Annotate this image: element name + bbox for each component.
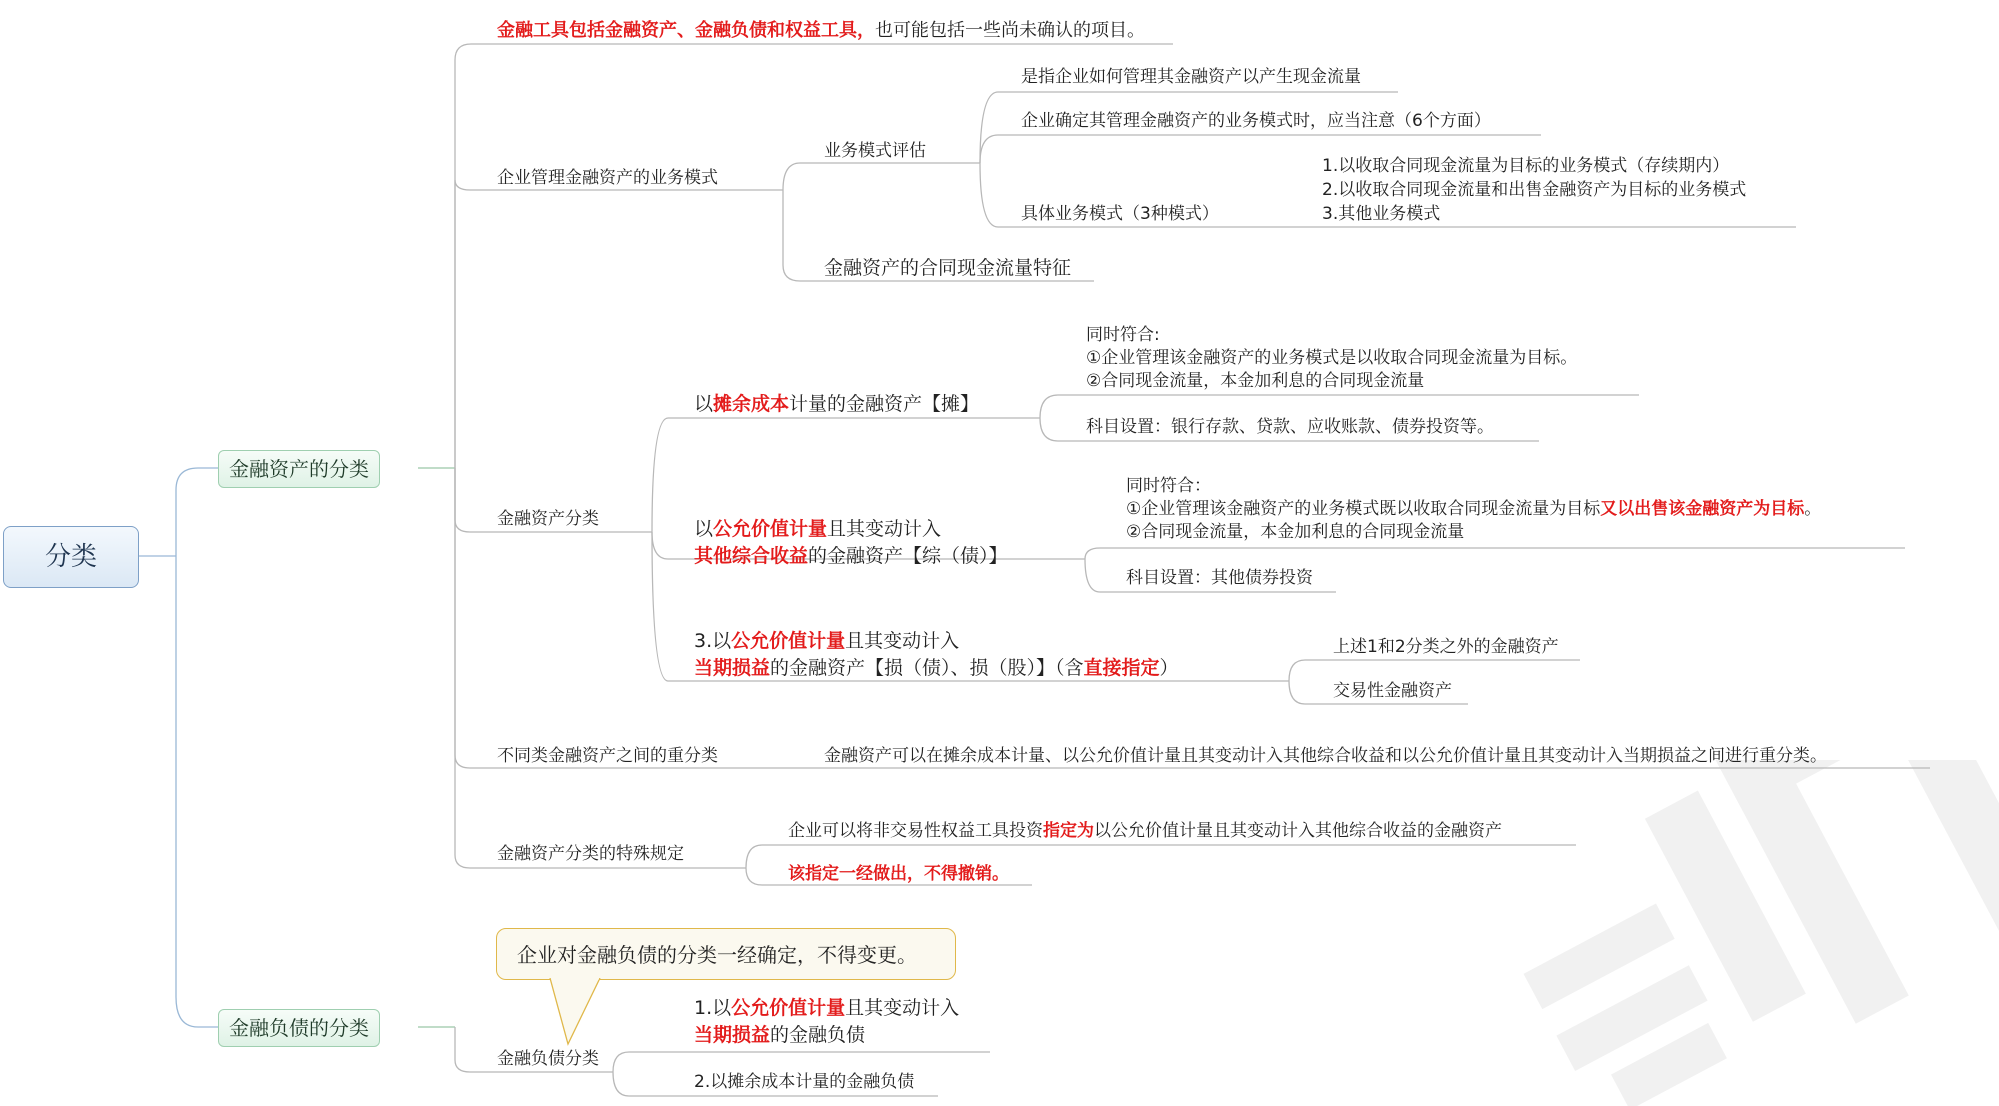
condition-2: ②合同现金流量，本金加利息的合同现金流量 xyxy=(1086,371,1425,391)
node-business-model: 企业管理金融资产的业务模式 xyxy=(497,168,718,188)
node-reclassification: 不同类金融资产之间的重分类 xyxy=(497,746,718,766)
text: 的金融资产【损（债）、损（股）】（含 xyxy=(770,657,1084,679)
node-amortized-cost xyxy=(694,392,979,416)
text: 3.以 xyxy=(694,630,732,652)
node-fvoci-asset xyxy=(694,516,1008,570)
node-amortized-liability: 2.以摊余成本计量的金融负债 xyxy=(694,1072,915,1092)
node-fvoci-subjects: 科目设置：其他债券投资 xyxy=(1126,568,1313,588)
text: 企业可以将非交易性权益工具投资 xyxy=(788,821,1043,841)
node-mode-1: 1.以收取合同现金流量为目标的业务模式（存续期内） xyxy=(1322,156,1730,176)
highlight-text: 直接指定 xyxy=(1083,657,1160,679)
node-business-model-evaluation: 业务模式评估 xyxy=(824,141,926,161)
node-mode-3: 3.其他业务模式 xyxy=(1322,204,1441,224)
root-node xyxy=(3,526,139,588)
line-1 xyxy=(694,995,959,1022)
node-fvtpl-asset xyxy=(694,628,1179,682)
highlight-text: 公允价值计量 xyxy=(731,997,846,1019)
condition-1: ①企业管理该金融资产的业务模式是以收取合同现金流量为目标。 xyxy=(1086,348,1578,368)
node-evaluation-considerations: 企业确定其管理金融资产的业务模式时，应当注意（6个方面） xyxy=(1021,111,1491,131)
highlight-text: 金融工具包括金融资产、金融负债和权益工具， xyxy=(497,20,875,41)
condition-title: 同时符合： xyxy=(1126,476,1211,496)
root-label: 分类 xyxy=(44,542,97,572)
text: 且其变动计入 xyxy=(845,997,960,1019)
plain-text: 也可能包括一些尚未确认的项目。 xyxy=(875,20,1145,41)
node-special-designation xyxy=(788,820,1502,843)
line-2 xyxy=(694,1022,959,1049)
node-financial-liabilities-classification xyxy=(218,1009,380,1047)
text: ①企业管理该金融资产的业务模式既以收取合同现金流量为目标 xyxy=(1126,499,1601,519)
node-special-rules: 金融资产分类的特殊规定 xyxy=(497,844,684,864)
node-liability-classification: 金融负债分类 xyxy=(497,1049,599,1069)
highlight-text: 指定为 xyxy=(1043,821,1094,841)
node-contractual-cashflow: 金融资产的合同现金流量特征 xyxy=(824,257,1072,279)
callout-text: 企业对金融负债的分类一经确定，不得变更。 xyxy=(517,943,917,967)
condition-1 xyxy=(1126,498,1821,521)
text: 的金融负债 xyxy=(770,1024,866,1046)
highlight-text: 又以出售该金融资产为目标 xyxy=(1600,499,1805,519)
node-evaluation-definition: 是指企业如何管理其金融资产以产生现金流量 xyxy=(1021,67,1361,87)
node-label: 金融资产的分类 xyxy=(229,457,369,481)
text: 且其变动计入 xyxy=(845,630,960,652)
node-financial-assets-classification xyxy=(218,450,380,488)
line-2 xyxy=(694,543,1008,570)
node-fvtpl-trading: 交易性金融资产 xyxy=(1333,681,1452,701)
node-asset-classification: 金融资产分类 xyxy=(497,509,599,529)
line-2 xyxy=(694,655,1179,682)
highlight-text: 当期损益 xyxy=(694,1024,771,1046)
text: 的金融资产【综（债）】 xyxy=(808,545,1008,567)
text: 1.以 xyxy=(694,997,732,1019)
condition-2: ②合同现金流量，本金加利息的合同现金流量 xyxy=(1126,522,1465,542)
node-special-irrevocable: 该指定一经做出，不得撤销。 xyxy=(788,864,1009,884)
callout-pointer xyxy=(540,978,620,1048)
node-fvtpl-liability xyxy=(694,995,959,1049)
highlight-text: 公允价值计量 xyxy=(731,630,846,652)
text: 以公允价值计量且其变动计入其他综合收益的金融资产 xyxy=(1094,821,1502,841)
line-1 xyxy=(694,516,1008,543)
node-reclassification-detail: 金融资产可以在摊余成本计量、以公允价值计量且其变动计入其他综合收益和以公允价值计量且其变动计入当期损益之间进行重分类。 xyxy=(824,746,1827,766)
line-1 xyxy=(694,628,1179,655)
node-specific-business-modes: 具体业务模式（3种模式） xyxy=(1021,204,1219,224)
node-amortized-subjects: 科目设置：银行存款、贷款、应收账款、债券投资等。 xyxy=(1086,417,1494,437)
node-amortized-conditions xyxy=(1086,324,1577,393)
node-instrument-definition xyxy=(497,19,1145,43)
text: 以 xyxy=(694,393,714,415)
node-mode-2: 2.以收取合同现金流量和出售金融资产为目标的业务模式 xyxy=(1322,180,1747,200)
highlight-text: 当期损益 xyxy=(694,657,771,679)
node-fvtpl-other: 上述1和2分类之外的金融资产 xyxy=(1333,637,1559,657)
highlight-text: 其他综合收益 xyxy=(694,545,809,567)
text: 计量的金融资产【摊】 xyxy=(789,393,980,415)
node-fvoci-conditions xyxy=(1126,475,1821,544)
callout-liability-note xyxy=(496,928,956,980)
text: 以 xyxy=(694,518,714,540)
condition-title: 同时符合: xyxy=(1086,325,1160,345)
highlight-text: 公允价值计量 xyxy=(713,518,828,540)
highlight-text: 摊余成本 xyxy=(713,393,790,415)
text: 。 xyxy=(1804,499,1822,519)
text: ） xyxy=(1159,657,1179,679)
node-label: 金融负债的分类 xyxy=(229,1016,369,1040)
text: 且其变动计入 xyxy=(827,518,942,540)
